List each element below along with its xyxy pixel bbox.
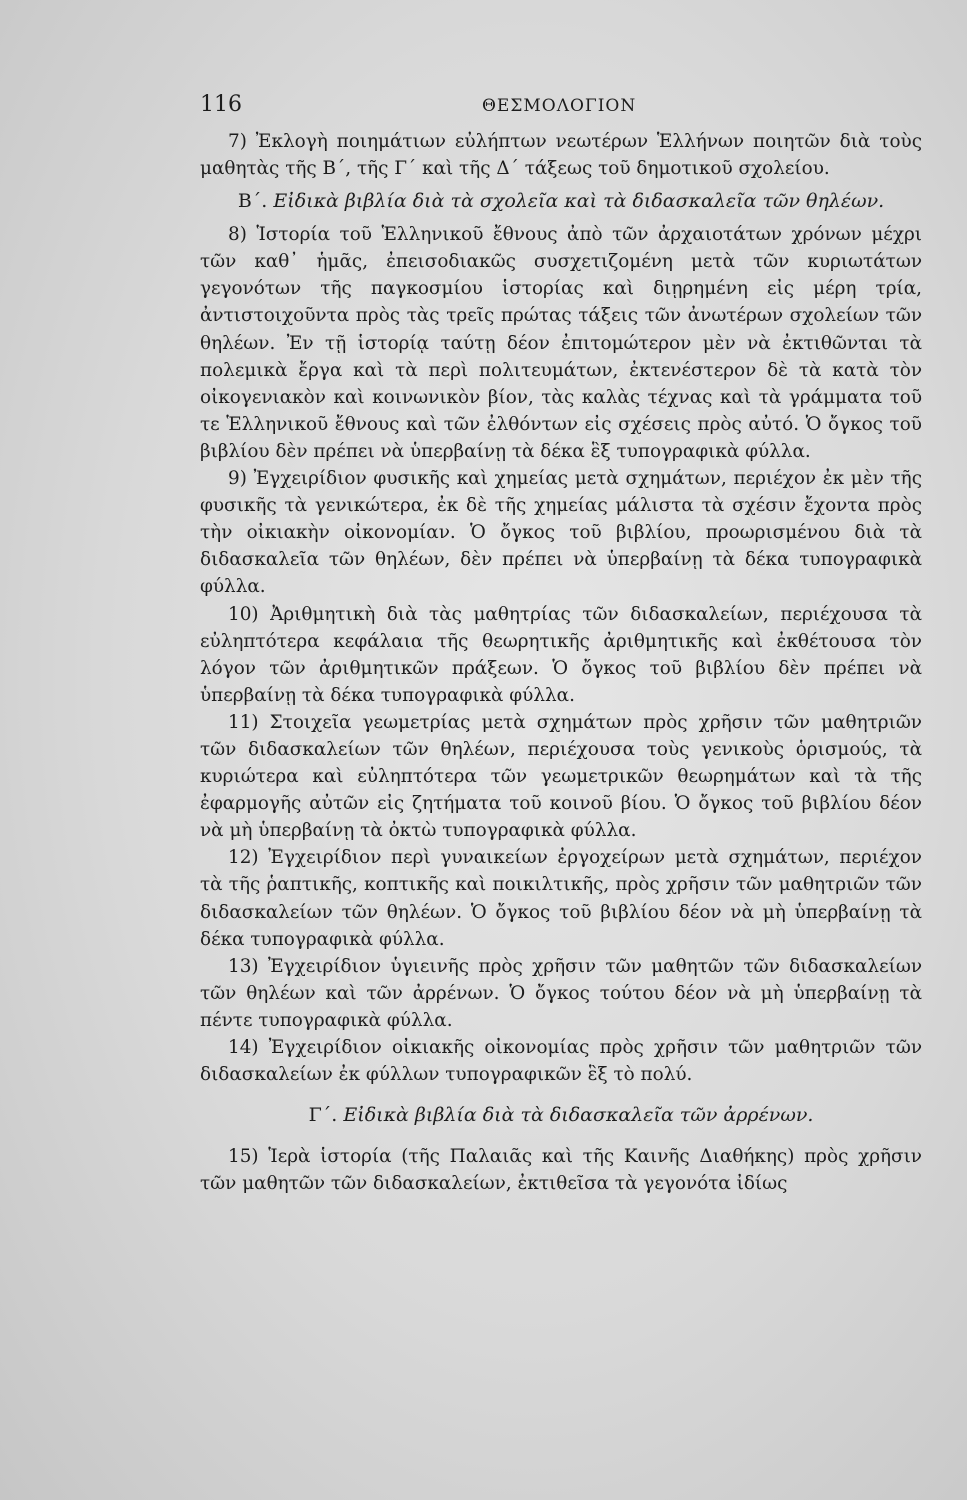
section-heading-b bbox=[200, 188, 922, 215]
paragraph-10: 10) Ἀριθμητικὴ διὰ τὰς μαθητρίας τῶν διδασκαλείων, περιέχουσα τὰ εὐληπτότερα κεφάλαια τῆς θεωρητικῆς ἀριθμητικῆς καὶ ἐκθέτουσα τὸν λόγον τῶν ἀριθμητικῶν πράξεων. Ὁ ὄγκος τοῦ βιβλίου δὲν πρέπει νὰ ὑπερβαίνῃ τὰ δέκα τυπογραφικὰ φύλλα. bbox=[200, 603, 922, 706]
paragraph-15: 15) Ἱερὰ ἱστορία (τῆς Παλαιᾶς καὶ τῆς Καινῆς Διαθήκης) πρὸς χρῆσιν τῶν μαθητῶν τῶν διδασκαλείων, ἐκτιθεῖσα τὰ γεγονότα ἰδίως bbox=[200, 1146, 922, 1195]
section-label-b: Β΄. bbox=[237, 190, 268, 213]
paragraph-14: 14) Ἐγχειρίδιον οἰκιακῆς οἰκονομίας πρὸς χρῆσιν τῶν μαθητριῶν τῶν διδασκαλείων ἐκ φύλλων τυπογραφικῶν ἓξ τὸ πολύ. bbox=[200, 1037, 922, 1086]
paragraph-12: 12) Ἐγχειρίδιον περὶ γυναικείων ἐργοχείρων μετὰ σχημάτων, περιέχον τὰ τῆς ῥαπτικῆς, κοπτικῆς καὶ ποικιλτικῆς, πρὸς χρῆσιν τῶν μαθητριῶν τῶν διδασκαλείων τῶν θηλέων. Ὁ ὄγκος τοῦ βιβλίου δέον νὰ μὴ ὑπερβαίνῃ τὰ δέκα τυπογραφικὰ φύλλα. bbox=[200, 847, 922, 950]
paragraph-9: 9) Ἐγχειρίδιον φυσικῆς καὶ χημείας μετὰ σχημάτων, περιέχον ἐκ μὲν τῆς φυσικῆς τὰ γενικώτερα, ἐκ δὲ τῆς χημείας μάλιστα τὰ σχέσιν ἔχοντα πρὸς τὴν οἰκιακὴν οἰκονομίαν. Ὁ ὄγκος τοῦ βιβλίου, προωρισμένου διὰ τὰ διδασκαλεῖα τῶν θηλέων, δὲν πρέπει νὰ ὑπερβαίνῃ τὰ δέκα τυπογραφικὰ φύλλα. bbox=[200, 468, 922, 598]
spacer bbox=[200, 1088, 922, 1096]
section-label-c: Γ΄. bbox=[308, 1104, 338, 1127]
page-number: 116 bbox=[200, 92, 242, 117]
paragraph-13: 13) Ἐγχειρίδιον ὑγιεινῆς πρὸς χρῆσιν τῶν μαθητῶν τῶν διδασκαλείων τῶν θηλέων καὶ τῶν ἀρρένων. Ὁ ὄγκος τούτου δέον νὰ μὴ ὑπερβαίνῃ τὰ πέντε τυπογραφικὰ φύλλα. bbox=[200, 955, 922, 1031]
section-title-c: Εἰδικὰ βιβλία διὰ τὰ διδασκαλεῖα τῶν ἀρρένων. bbox=[343, 1104, 814, 1127]
section-title-b: Εἰδικὰ βιβλία διὰ τὰ σχολεῖα καὶ τὰ διδασκαλεῖα τῶν θηλέων. bbox=[273, 190, 885, 213]
page-header bbox=[200, 92, 920, 126]
spacer bbox=[200, 1135, 922, 1143]
running-title: ΘΕΣΜΟΛΟΓΙΟΝ bbox=[482, 96, 637, 116]
section-heading-c bbox=[200, 1102, 922, 1129]
paragraph-11: 11) Στοιχεῖα γεωμετρίας μετὰ σχημάτων πρὸς χρῆσιν τῶν μαθητριῶν τῶν διδασκαλείων τῶν θηλέων, περιέχουσα τοὺς γενικοὺς ὁρισμούς, τὰ κυριώτερα καὶ εὐληπτότερα τῶν γεωμετρικῶν θεωρημάτων καὶ τὰ τῆς ἐφαρμογῆς αὐτῶν εἰς ζητήματα τοῦ κοινοῦ βίου. Ὁ ὄγκος τοῦ βιβλίου δέον νὰ μὴ ὑπερβαίνῃ τὰ ὀκτὼ τυπογραφικὰ φύλλα. bbox=[200, 711, 922, 842]
paragraph-8: 8) Ἱστορία τοῦ Ἑλληνικοῦ ἔθνους ἀπὸ τῶν ἀρχαιοτάτων χρόνων μέχρι τῶν καθ᾽ ἡμᾶς, ἐπεισοδιακῶς συσχετιζομένη μετὰ τῶν κυριωτάτων γεγονότων τῆς παγκοσμίου ἱστορίας καὶ διῃρημένη εἰς μέρη τρία, ἀντιστοιχοῦντα πρὸς τὰς τρεῖς πρώτας τάξεις τῶν ἀνωτέρων σχολείων τῶν θηλέων. Ἐν τῇ ἱστορίᾳ ταύτῃ δέον ἐπιτομώτερον μὲν νὰ ἐκτιθῶνται τὰ πολεμικὰ ἔργα καὶ τὰ περὶ πολιτευμάτων, ἐκτενέστερον δὲ τὰ κατὰ τὸν οἰκογενιακὸν καὶ κοινωνικὸν βίον, τὰς καλὰς τέχνας καὶ τὰ γράμματα τοῦ τε Ἑλληνικοῦ ἔθνους καὶ τῶν ἐλθόντων εἰς σχέσεις πρὸς αὐτό. Ὁ ὄγκος τοῦ βιβλίου δὲν πρέπει νὰ ὑπερβαίνῃ τὰ δέκα ἓξ τυπογραφικὰ φύλλα. bbox=[200, 224, 922, 462]
paragraph-7: 7) Ἐκλογὴ ποιημάτιων εὐλήπτων νεωτέρων Ἑλλήνων ποιητῶν διὰ τοὺς μαθητὰς τῆς Β΄, τῆς Γ΄ καὶ τῆς Δ΄ τάξεως τοῦ δημοτικοῦ σχολείου. bbox=[200, 131, 922, 180]
page-body bbox=[200, 128, 922, 1197]
